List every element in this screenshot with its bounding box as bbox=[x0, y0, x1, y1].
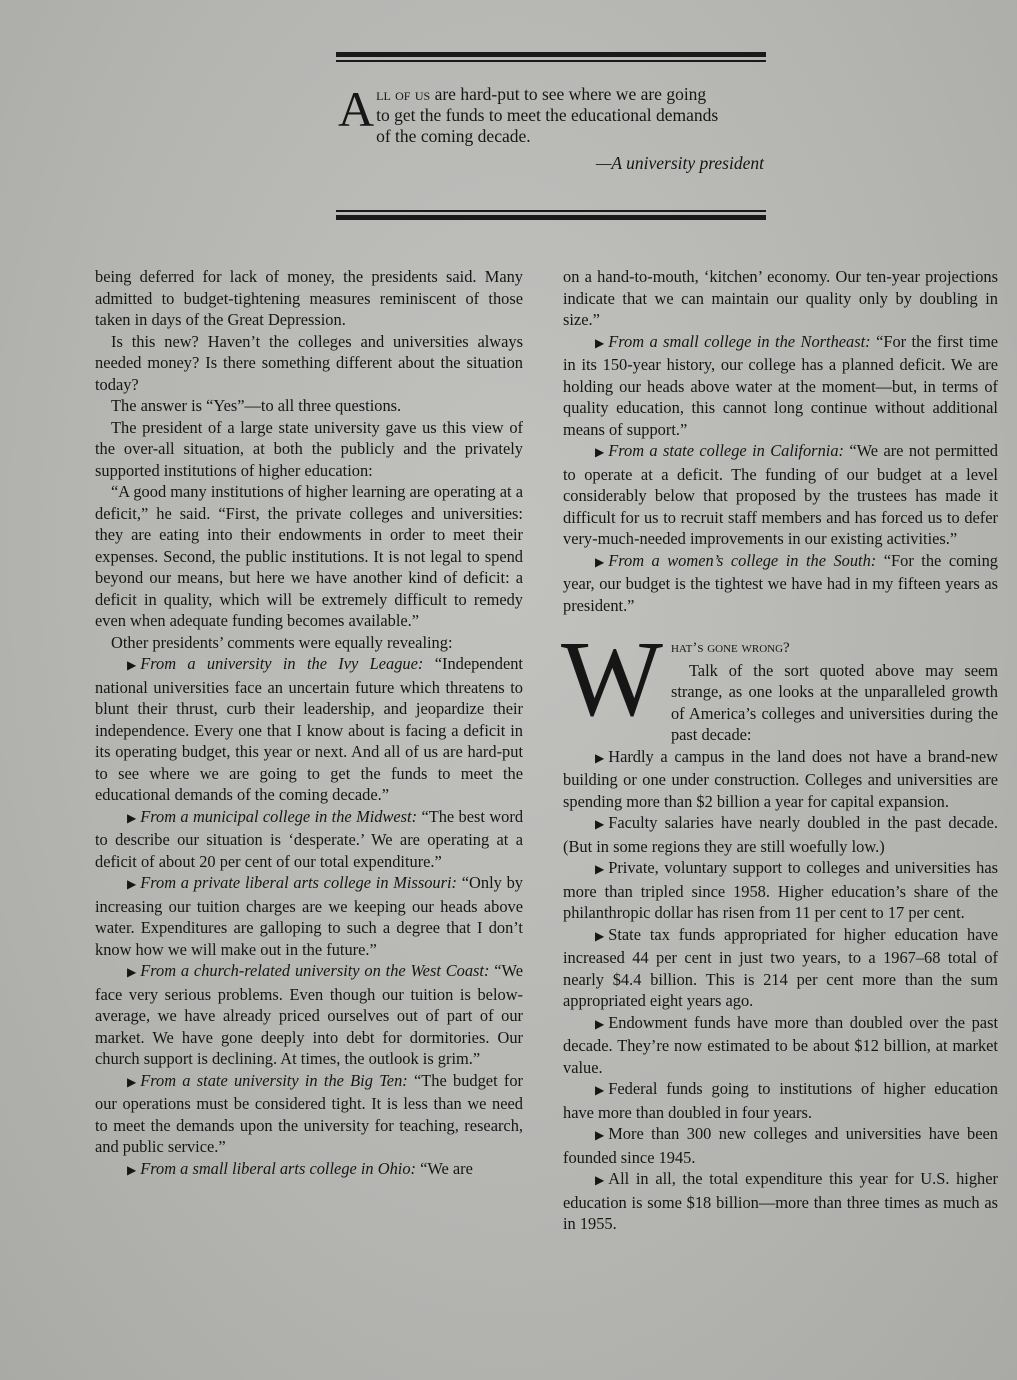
bottom-rule bbox=[336, 210, 766, 220]
right-column-quotes bbox=[563, 266, 998, 616]
quote-source: From a state college in California: bbox=[608, 441, 844, 460]
bullet-triangle-icon: ▶ bbox=[595, 1083, 605, 1097]
bullet-triangle-icon: ▶ bbox=[127, 1162, 137, 1177]
bullet-triangle-icon: ▶ bbox=[595, 750, 605, 765]
quote-text: “We are bbox=[415, 1158, 473, 1178]
bullet-text: More than 300 new colleges and universities have been founded since 1945. bbox=[563, 1124, 998, 1167]
quote-source: From a small college in the Northeast: bbox=[608, 331, 871, 351]
quote-text: “For the coming year, our budget is the tightest we have had in my fifteen years as president.” bbox=[563, 550, 998, 615]
section-intro: Talk of the sort quoted above may seem strange, as one looks at the unparalleled growth of America’s colleges and universities during the past decade: bbox=[670, 660, 998, 744]
bullet-text: Private, voluntary support to colleges and universities has more than tripled since 1958. Higher education’s share of the philanthropic dollar has risen from 11 per cent to 17 per cent. bbox=[563, 858, 998, 922]
drop-cap-a: A bbox=[338, 81, 375, 137]
bullet-text: Federal funds going to institutions of higher education have more than doubled in four years. bbox=[563, 1079, 998, 1122]
president-quote bbox=[95, 960, 523, 1070]
quote-source: From a private liberal arts college in Missouri: bbox=[140, 873, 458, 892]
bullet-triangle-icon: ▶ bbox=[595, 928, 605, 943]
quote-text: “Independent national universities face an uncertain future which threatens to blunt their thrust, curb their leadership, and jeopardize their independence. Every one that I know about is facing a deficit in its operating budget, this year or next. And all of us are hard-put to see where we are going to get the funds to meet the educational demands of the coming decade.” bbox=[95, 654, 523, 804]
paragraph: The president of a large state university gave us this view of the over-all situation, at both the publicly and the privately supported institutions of higher education: bbox=[95, 417, 523, 480]
paragraph: Is this new? Haven’t the colleges and universities always needed money? Is there something different about the situation today? bbox=[95, 331, 523, 394]
paragraph: “A good many institutions of higher learning are operating at a deficit,” he said. “First, the private colleges and universities: they are eating into their endowments in order to meet their expenses. Second, the public institutions. It is not legal to spend beyond our means, but here we have another kind of deficit: a deficit in quality, which will be extremely difficult to remedy even when adequate funding becomes available.” bbox=[95, 482, 523, 630]
pull-quote-line3: of the coming decade. bbox=[376, 126, 531, 146]
quote-source: From a church-related university on the West Coast: bbox=[140, 961, 490, 980]
pull-quote-smallcaps: ll of us bbox=[376, 84, 431, 104]
quote-source: From a municipal college in the Midwest: bbox=[140, 806, 418, 826]
president-quote bbox=[95, 872, 523, 960]
quote-text: “We face very serious problems. Even though our tuition is below-average, we have already priced ourselves out of part of our market. We have gone deeply into debt for dormitories. Our church support is declining. At times, the outlook is grim.” bbox=[95, 961, 523, 1068]
bullet-triangle-icon: ▶ bbox=[595, 817, 605, 831]
pull-quote-line2: to get the funds to meet the educational demands bbox=[376, 105, 719, 125]
pull-quote-line1: are hard-put to see where we are going bbox=[430, 84, 707, 104]
bullet-triangle-icon: ▶ bbox=[127, 965, 137, 979]
drop-cap-w: W bbox=[561, 620, 663, 739]
bullet-item bbox=[563, 857, 998, 924]
top-rule bbox=[336, 52, 766, 62]
bullet-item bbox=[563, 746, 998, 813]
bullet-item bbox=[563, 924, 998, 1012]
quote-text: “The budget for our operations must be considered tight. It is less than we need to meet the demands upon the university for teaching, research, and public service.” bbox=[95, 1070, 523, 1156]
bullet-text: Endowment funds have more than doubled over the past decade. They’re now estimated to be about $12 billion, at market value. bbox=[563, 1012, 998, 1077]
quote-source: From a women’s college in the South: bbox=[608, 550, 877, 570]
president-quote bbox=[95, 653, 523, 806]
bullet-text: Hardly a campus in the land does not have a brand-new building or one under construction. Colleges and universities are spending more than $2 billion a year for capital expansion. bbox=[563, 746, 998, 811]
bullet-triangle-icon: ▶ bbox=[595, 335, 605, 350]
president-quote bbox=[563, 440, 998, 550]
bullet-triangle-icon: ▶ bbox=[595, 1173, 605, 1187]
bullet-triangle-icon: ▶ bbox=[595, 1128, 605, 1142]
bullet-item bbox=[563, 1168, 998, 1235]
bullet-triangle-icon: ▶ bbox=[595, 445, 605, 459]
quote-text: “Only by increasing our tuition charges are we keeping our heads above water. Expenditures are galloping to such a degree that I don’t know how we will make out in the future.” bbox=[95, 873, 523, 959]
bullet-text: State tax funds appropriated for higher education have increased 44 per cent in just two years, to a 1967–68 total of nearly $4.4 billion. This is 214 per cent more than the sum appropriated eight years ago. bbox=[563, 924, 998, 1010]
quote-text: “We are not permitted to operate at a deficit. The funding of our budget at a level considerably below that proposed by the trustees has made it difficult for us to recruit staff members and has forced us to defer very-much-needed improvements in our existing activities.” bbox=[563, 441, 998, 548]
pull-quote bbox=[338, 81, 764, 174]
section-heading: hat’s gone wrong? bbox=[670, 640, 790, 656]
bullet-text: All in all, the total expenditure this year for U.S. higher education is some $18 billion—more than three times as much as in 1955. bbox=[563, 1169, 998, 1233]
bullet-item bbox=[563, 1123, 998, 1168]
bullet-triangle-icon: ▶ bbox=[595, 1016, 605, 1031]
quote-text: “The best word to describe our situation is ‘desperate.’ We are operating at a deficit of about 20 per cent of our total expenditure.” bbox=[95, 806, 524, 871]
paragraph: Other presidents’ comments were equally revealing: bbox=[111, 632, 453, 652]
bullet-item bbox=[563, 1078, 998, 1123]
bullet-triangle-icon: ▶ bbox=[127, 658, 137, 672]
quote-text: “For the first time in its 150-year history, our college has a planned deficit. We are holding our heads above water at the moment—but, in terms of quality education, this cannot long continue without additional means of support.” bbox=[563, 331, 998, 439]
paragraph: being deferred for lack of money, the presidents said. Many admitted to budget-tightening measures reminiscent of those taken in days of the Great Depression. bbox=[95, 267, 523, 329]
bullet-item bbox=[563, 1012, 998, 1079]
quote-source: From a small liberal arts college in Ohio: bbox=[140, 1158, 416, 1178]
president-quote bbox=[95, 806, 523, 873]
quote-source: From a state university in the Big Ten: bbox=[140, 1070, 408, 1090]
paragraph: The answer is “Yes”—to all three questions. bbox=[111, 396, 402, 415]
left-column bbox=[95, 266, 523, 1181]
paragraph: on a hand-to-mouth, ‘kitchen’ economy. Our ten-year projections indicate that we can maintain our quality only by doubling in size.” bbox=[563, 267, 998, 329]
quote-source: From a university in the Ivy League: bbox=[140, 654, 424, 673]
section-what-gone-wrong bbox=[561, 620, 998, 746]
bullet-triangle-icon: ▶ bbox=[595, 554, 605, 569]
president-quote bbox=[95, 1158, 523, 1182]
bullet-triangle-icon: ▶ bbox=[127, 877, 137, 891]
bullet-list bbox=[563, 746, 998, 1235]
bullet-triangle-icon: ▶ bbox=[127, 1074, 137, 1089]
bullet-triangle-icon: ▶ bbox=[595, 862, 605, 876]
bullet-triangle-icon: ▶ bbox=[127, 810, 137, 825]
right-column bbox=[563, 266, 998, 1235]
bullet-item bbox=[563, 812, 998, 857]
president-quote bbox=[95, 1070, 523, 1158]
president-quote bbox=[563, 550, 998, 617]
bullet-text: Faculty salaries have nearly doubled in the past decade. (But in some regions they are still woefully low.) bbox=[563, 813, 998, 856]
president-quote bbox=[563, 331, 998, 441]
pull-quote-attribution: —A university president bbox=[595, 153, 764, 173]
